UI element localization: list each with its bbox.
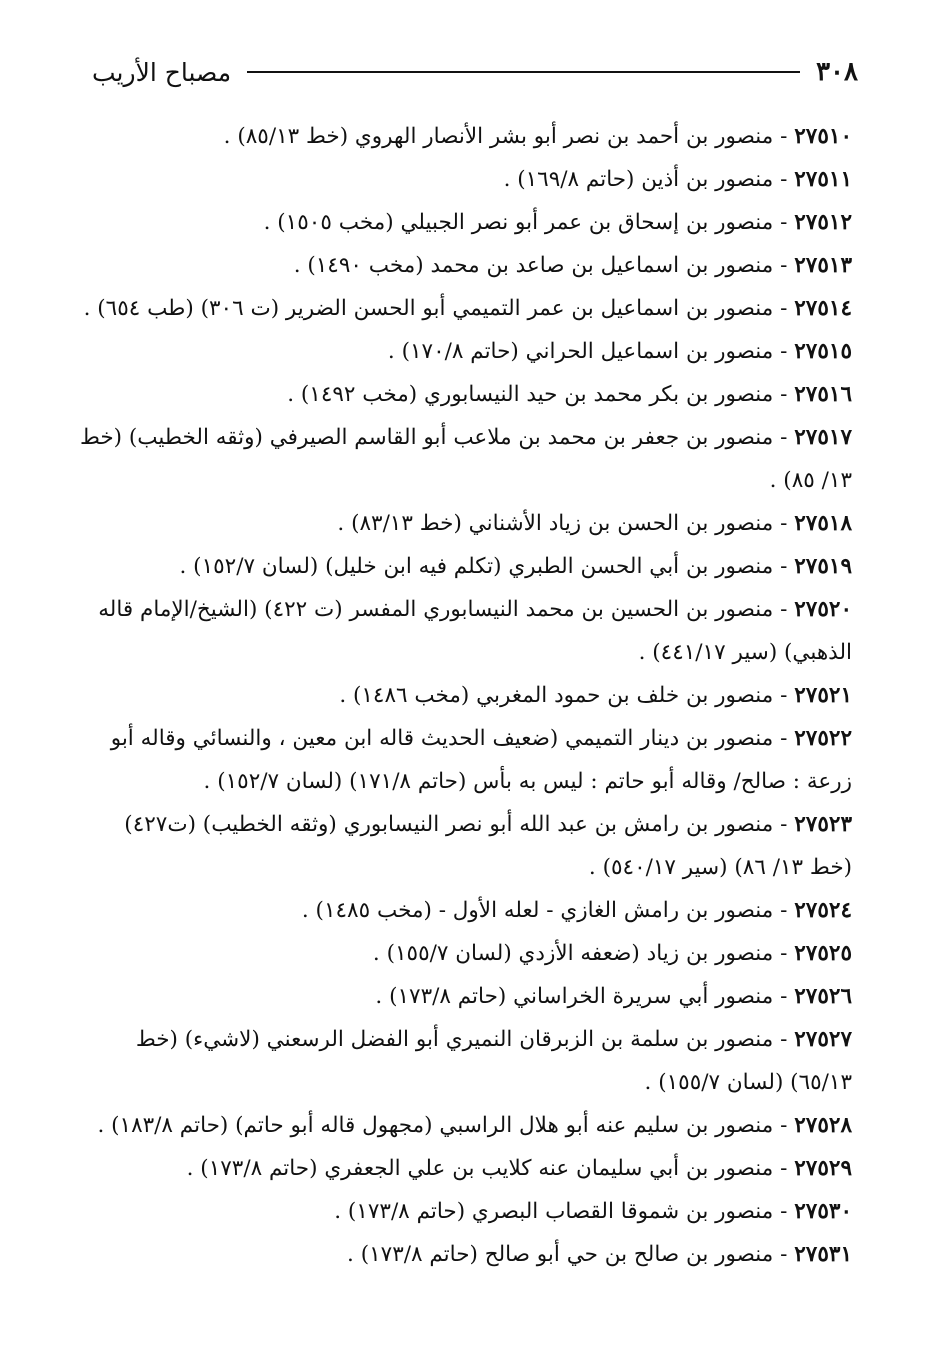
list-item [80, 416, 852, 502]
entry-number: ٢٧٥٢٠ [794, 597, 852, 622]
list-item [80, 889, 852, 932]
entry-text: - منصور أبي سريرة الخراساني (حاتم ١٧٣/٨) . [375, 984, 795, 1009]
entry-number: ٢٧٥٣١ [794, 1242, 852, 1267]
entry-text: - منصور بن بكر محمد بن حيد النيسابوري (مخب ١٤٩٢) . [287, 382, 795, 407]
list-item [80, 1233, 852, 1276]
entry-number: ٢٧٥٢٧ [794, 1027, 852, 1052]
list-item [80, 674, 852, 717]
list-item [80, 1190, 852, 1233]
entry-number: ٢٧٥١١ [794, 167, 852, 192]
list-item [80, 932, 852, 975]
entry-text: - منصور بن أبي الحسن الطبري (تكلم فيه ابن خليل) (لسان ١٥٢/٧) . [179, 554, 795, 579]
list-item [80, 1104, 852, 1147]
entry-text: - منصور بن اسماعيل بن عمر التميمي أبو الحسن الضرير (ت ٣٠٦) (طب ٦٥٤) . [83, 296, 795, 321]
list-item [80, 201, 852, 244]
entry-number: ٢٧٥٢٦ [794, 984, 852, 1009]
entry-number: ٢٧٥٢٤ [794, 898, 852, 923]
entry-text: - منصور بن أبي سليمان عنه كلايب بن علي الجعفري (حاتم ١٧٣/٨) . [186, 1156, 795, 1181]
entry-number: ٢٧٥٢٣ [794, 812, 852, 837]
entry-text: - منصور بن خلف بن حمود المغربي (مخب ١٤٨٦) . [339, 683, 795, 708]
list-item [80, 545, 852, 588]
entry-text: - منصور بن دينار التميمي (ضعيف الحديث قاله ابن معين ، والنسائي وقاله أبو زرعة : صالح/ وقاله أبو حاتم : ليس به بأس (حاتم ١٧١/٨) (لسان ١٥٢/٧) . [110, 726, 852, 794]
entry-number: ٢٧٥٢٢ [794, 726, 852, 751]
entry-number: ٢٧٥١٩ [794, 554, 852, 579]
list-item [80, 115, 852, 158]
entry-number: ٢٧٥٣٠ [794, 1199, 852, 1224]
entry-number: ٢٧٥٢٩ [794, 1156, 852, 1181]
entry-number: ٢٧٥١٤ [794, 296, 852, 321]
list-item [80, 717, 852, 803]
entry-text: - منصور بن الحسين بن محمد النيسابوري المفسر (ت ٤٢٢) (الشيخ/الإمام قاله الذهبي) (سير ٤٤١/١٧) . [98, 597, 852, 665]
entry-text: - منصور بن أحمد بن نصر أبو بشر الأنصار الهروي (خط ٨٥/١٣) . [223, 124, 795, 149]
entry-text: - منصور بن اسماعيل بن صاعد بن محمد (مخب ١٤٩٠) . [293, 253, 795, 278]
entry-text: - منصور بن إسحاق بن عمر أبو نصر الجبيلي (مخب ١٥٠٥) . [263, 210, 795, 235]
entry-text: - منصور بن أذين (حاتم ١٦٩/٨) . [503, 167, 795, 192]
entry-text: - منصور بن رامش بن عبد الله أبو نصر النيسابوري (وثقه الخطيب) (ت٤٢٧) (خط ١٣/ ٨٦) (سير ٥٤٠/١٧) . [124, 812, 852, 880]
entry-number: ٢٧٥١٠ [794, 124, 852, 149]
entry-number: ٢٧٥١٥ [794, 339, 852, 364]
list-item [80, 1147, 852, 1190]
entry-number: ٢٧٥١٢ [794, 210, 852, 235]
entry-number: ٢٧٥١٧ [794, 425, 852, 450]
entry-text: - منصور بن رامش الغازي - لعله الأول - (مخب ١٤٨٥) . [301, 898, 795, 923]
entry-number: ٢٧٥١٦ [794, 382, 852, 407]
entry-text: - منصور بن زياد (ضعفه الأزدي (لسان ١٥٥/٧) . [372, 941, 795, 966]
list-item [80, 373, 852, 416]
header-rule [247, 71, 800, 73]
list-item [80, 158, 852, 201]
entry-number: ٢٧٥١٨ [794, 511, 852, 536]
list-item [80, 330, 852, 373]
list-item [80, 502, 852, 545]
list-item [80, 1018, 852, 1104]
entry-number: ٢٧٥٢١ [794, 683, 852, 708]
entry-text: - منصور بن صالح بن حي أبو صالح (حاتم ١٧٣/٨) . [347, 1242, 795, 1267]
entry-text: - منصور بن سلمة بن الزبرقان النميري أبو الفضل الرسعني (لاشيء) (خط ٦٥/١٣) (لسان ١٥٥/٧) . [135, 1027, 852, 1095]
list-item [80, 803, 852, 889]
entry-number: ٢٧٥١٣ [794, 253, 852, 278]
entries-list [80, 115, 852, 1276]
running-title: مصباح الأريب [92, 57, 232, 87]
entry-number: ٢٧٥٢٨ [794, 1113, 852, 1138]
list-item [80, 287, 852, 330]
entry-text: - منصور بن جعفر بن محمد بن ملاعب أبو القاسم الصيرفي (وثقه الخطيب) (خط ١٣/ ٨٥) . [79, 425, 852, 493]
list-item [80, 975, 852, 1018]
entry-text: - منصور بن الحسن بن زياد الأشناني (خط ٨٣/١٣) . [337, 511, 795, 536]
list-item [80, 244, 852, 287]
entry-text: - منصور بن اسماعيل الحراني (حاتم ١٧٠/٨) . [387, 339, 795, 364]
page-header [92, 50, 858, 94]
entry-text: - منصور بن سليم عنه أبو هلال الراسبي (مجهول قاله أبو حاتم) (حاتم ١٨٣/٨) . [97, 1113, 795, 1138]
page-number: ٣٠٨ [816, 57, 858, 87]
entry-number: ٢٧٥٢٥ [794, 941, 852, 966]
list-item [80, 588, 852, 674]
entry-text: - منصور بن شموقا القصاب البصري (حاتم ١٧٣/٨) . [334, 1199, 795, 1224]
